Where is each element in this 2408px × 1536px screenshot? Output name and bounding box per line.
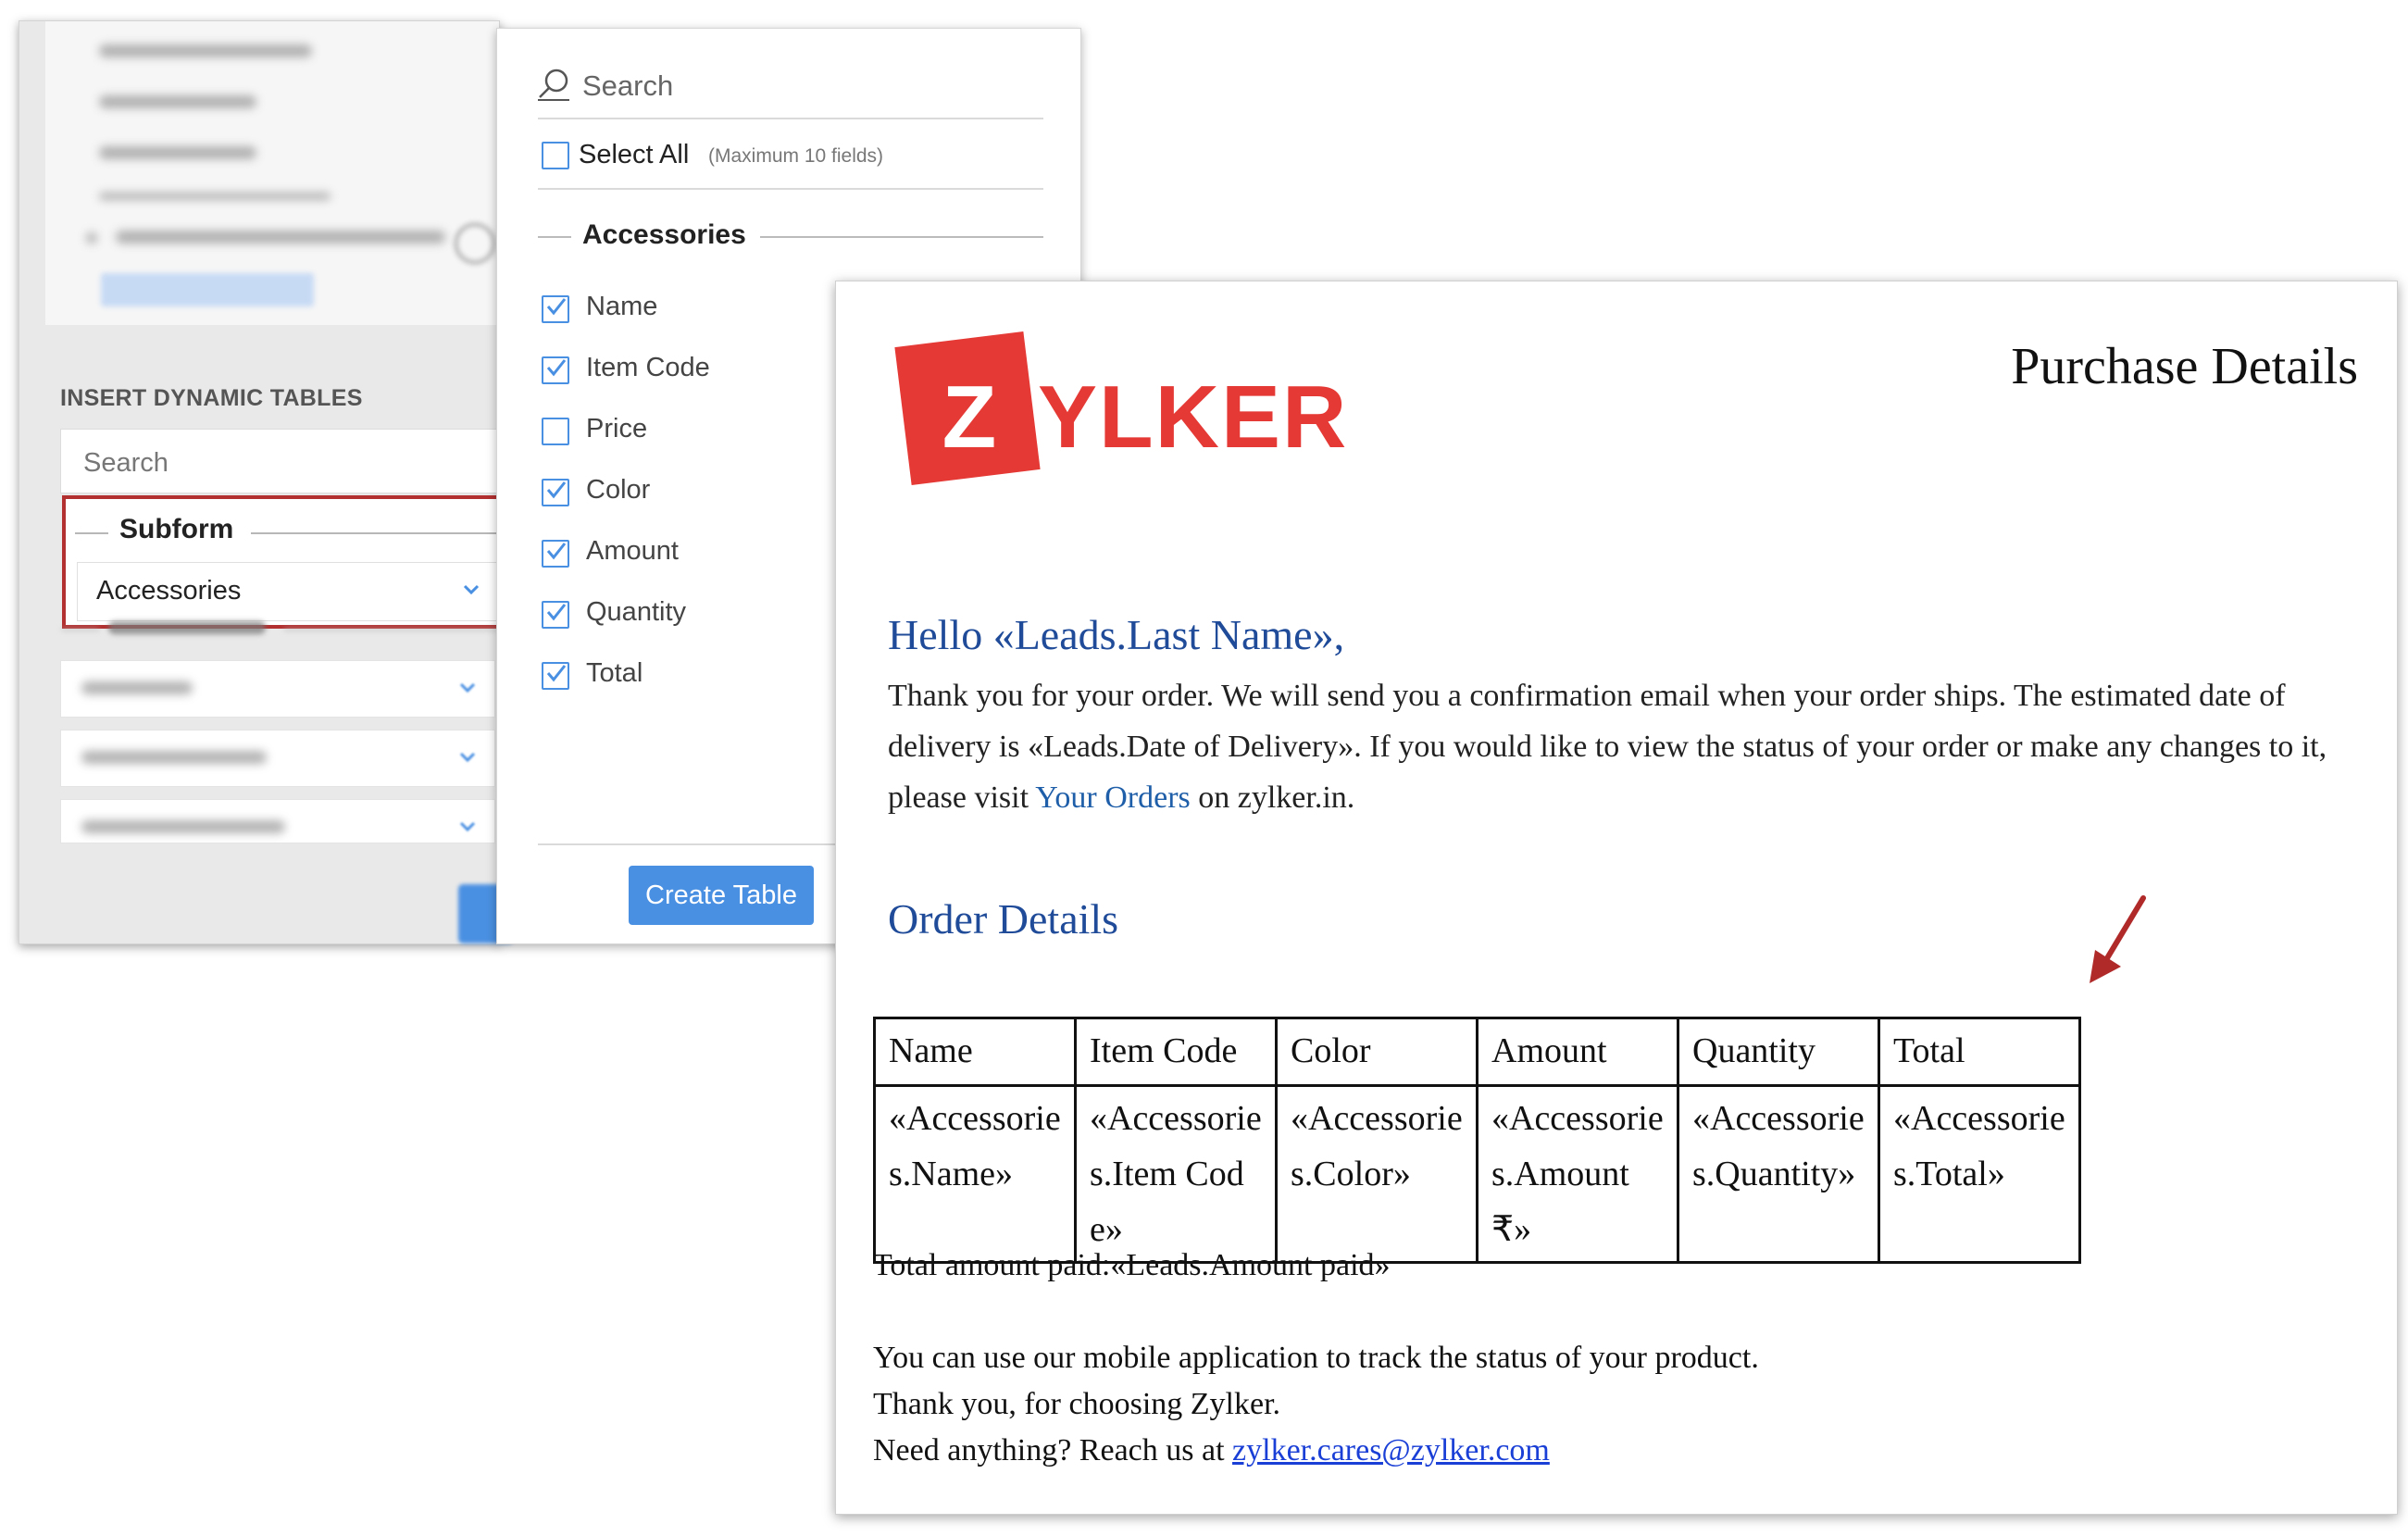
checkmark-icon [543,292,570,319]
subform-select-value: Accessories [96,576,242,606]
column-header: Quantity [1678,1018,1879,1086]
select-all-hint: (Maximum 10 fields) [708,145,884,167]
field-label[interactable]: Price [586,414,648,443]
create-table-button[interactable]: Create Table [629,866,814,925]
logo-wordmark: YLKER [1038,368,1349,467]
field-label[interactable]: Color [586,475,651,505]
bullet-icon [86,232,97,244]
arrow-icon [2086,893,2151,994]
chevron-down-icon [455,676,480,700]
field-checkbox[interactable] [542,601,569,629]
related-list-select[interactable] [60,660,495,718]
blurred-list-item[interactable] [99,146,256,159]
blurred-list-item[interactable] [99,44,312,57]
field-label[interactable]: Quantity [586,597,686,627]
column-header: Amount [1478,1018,1678,1086]
subform-legend: Subform [119,514,234,544]
search-icon [536,68,571,103]
field-checkbox[interactable] [542,295,569,323]
legend-divider [760,236,1043,238]
blurred-list-item[interactable] [99,95,256,108]
table-cell: «Accessories.Amount ₹» [1478,1086,1678,1263]
related-list-legend [53,610,516,647]
checkmark-icon [543,536,570,564]
table-cell: «Accessories.Item Code» [1076,1086,1277,1263]
column-header: Color [1277,1018,1478,1086]
greeting-heading: Hello «Leads.Last Name», [888,611,1345,658]
checkmark-icon [543,597,570,625]
chevron-down-icon [459,578,483,602]
table-cell: «Accessories.Color» [1277,1086,1478,1263]
table-cell: «Accessories.Name» [875,1086,1076,1263]
legend-divider [538,236,571,238]
section-title: INSERT DYNAMIC TABLES [60,385,363,411]
legend-divider [251,532,501,534]
field-label[interactable]: Total [586,658,643,688]
body-text: on zylker.in. [1190,780,1355,815]
body-paragraph [888,670,2360,823]
legend-divider [75,532,108,534]
related-list-select[interactable] [60,799,495,843]
column-header: Name [875,1018,1076,1086]
select-all-checkbox[interactable] [542,142,569,169]
related-list-select[interactable] [60,730,495,787]
footer-line [873,1433,1550,1468]
footer-line: Thank you, for choosing Zylker. [873,1387,1281,1421]
order-table [873,1017,2081,1264]
field-label[interactable]: Name [586,292,658,321]
order-details-heading: Order Details [888,895,1119,943]
document-preview [835,281,2398,1515]
help-icon[interactable] [455,223,495,264]
support-email-link[interactable]: zylker.cares@zylker.com [1232,1433,1550,1467]
divider [538,188,1043,190]
field-label[interactable]: Amount [586,536,679,566]
dynamic-table-search-input[interactable]: Search [60,429,514,493]
blurred-list-item[interactable] [99,193,331,200]
subform-group [62,495,512,629]
chevron-down-icon [455,745,480,769]
body-text: Thank you for your order. We will send you a confirmation email when your order ships. The estimated date of delivery is «Leads.Date of Delivery». If you would like to view the status of your order or make any changes to it, please visit [888,679,2327,815]
field-checkbox[interactable] [542,479,569,506]
select-all-label[interactable]: Select All [579,140,690,169]
footer-line: You can use our mobile application to track the status of your product. [873,1341,1759,1375]
field-label[interactable]: Item Code [586,353,710,382]
field-group-legend: Accessories [582,219,746,250]
merge-fields-panel [19,20,500,944]
field-checkbox[interactable] [542,540,569,568]
column-header: Total [1879,1018,2080,1086]
table-cell: «Accessories.Total» [1879,1086,2080,1263]
field-checkbox[interactable] [542,418,569,445]
column-header: Item Code [1076,1018,1277,1086]
field-search-input[interactable]: Search [582,69,674,102]
total-paid-text: Total amount paid:«Leads.Amount paid» [873,1248,1391,1282]
merge-field-list [45,21,499,325]
divider [538,118,1043,119]
blurred-list-item[interactable] [116,231,445,244]
document-title: Purchase Details [2011,338,2358,395]
table-cell: «Accessories.Quantity» [1678,1086,1879,1263]
checkmark-icon [543,658,570,686]
your-orders-link[interactable]: Your Orders [1035,780,1191,815]
field-checkbox[interactable] [542,356,569,384]
table-header-row [875,1018,2080,1086]
checkmark-icon [543,353,570,381]
field-checkbox[interactable] [542,662,569,690]
checkmark-icon [543,475,570,503]
table-row [875,1086,2080,1263]
chevron-down-icon [455,815,480,839]
footer-text: Need anything? Reach us at [873,1433,1233,1467]
logo-letter: Z [942,368,997,467]
next-record-chip[interactable] [101,273,314,306]
